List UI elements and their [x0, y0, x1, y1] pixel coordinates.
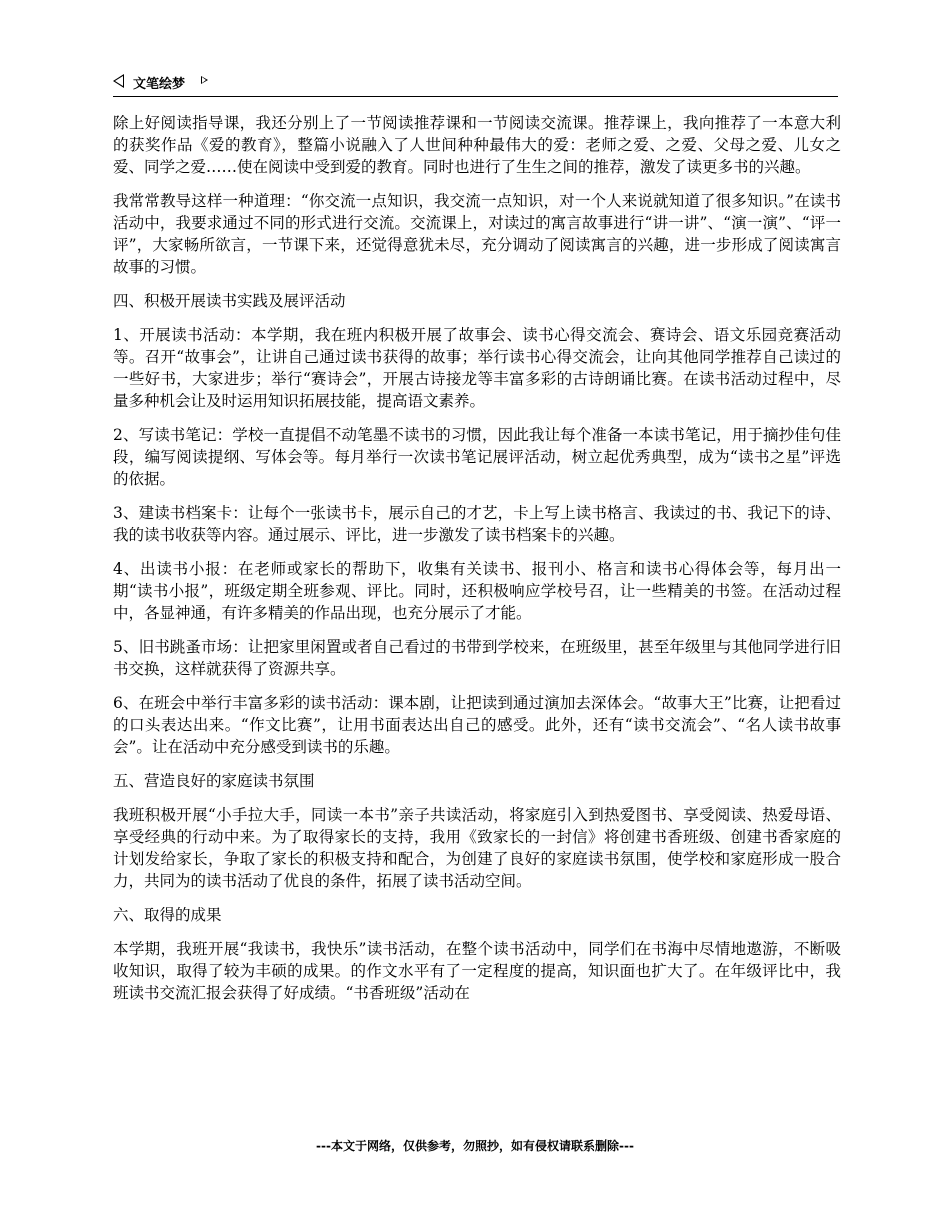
paragraph: 5、旧书跳蚤市场：让把家里闲置或者自己看过的书带到学校来，在班级里，甚至年级里与其他同学进行旧书交换，这样就获得了资源共享。: [113, 638, 841, 678]
paragraph: 除上好阅读指导课，我还分别上了一节阅读推荐课和一节阅读交流课。推荐课上，我向推荐了一本意大利的获奖作品《爱的教育》，整篇小说融入了人世间种种最伟大的爱：老师之爱、之爱、父母之爱、儿女之爱、同学之爱……使在阅读中受到爱的教育。同时也进行了生生之间的推荐，激发了读更多书的兴趣。: [113, 114, 841, 176]
paragraph: 4、出读书小报：在老师或家长的帮助下，收集有关读书、报刊小、格言和读书心得体会等，每月出一期“读书小报”，班级定期全班参观、评比。同时，还积极响应学校号召，让一些精美的书签。在活动过程中，各显神通，有许多精美的作品出现，也充分展示了才能。: [113, 560, 841, 622]
paragraph: 本学期，我班开展“我读书，我快乐”读书活动，在整个读书活动中，同学们在书海中尽情地遨游，不断吸收知识，取得了较为丰硕的成果。的作文水平有了一定程度的提高，知识面也扩大了。在年级评比中，我班读书交流汇报会获得了好成绩。“书香班级”活动在: [113, 940, 841, 1002]
section-heading: 五、营造良好的家庭读书氛围: [113, 772, 315, 790]
triangle-right-icon: [201, 76, 208, 84]
page-header: [113, 70, 838, 97]
header-title: 文笔绘梦: [133, 77, 186, 92]
paragraph: 我常常教导这样一种道理：“你交流一点知识，我交流一点知识，对一个人来说就知道了很多知识。”在读书活动中，我要求通过不同的形式进行交流。交流课上，对读过的寓言故事进行“讲一讲”、“演一演”、“评一评”，大家畅所欲言，一节课下来，还觉得意犹未尽，充分调动了阅读寓言的兴趣，进一步形成了阅读寓言故事的习惯。: [113, 192, 841, 276]
document-body: [113, 112, 841, 1016]
paragraph: 1、开展读书活动：本学期，我在班内积极开展了故事会、读书心得交流会、赛诗会、语文乐园竞赛活动等。召开“故事会”，让讲自己通过读书获得的故事；举行读书心得交流会，让向其他同学推荐自己读过的一些好书，大家进步；举行“赛诗会”，开展古诗接龙等丰富多彩的古诗朗诵比赛。在读书活动过程中，尽量多种机会让及时运用知识拓展技能，提高语文素养。: [113, 326, 841, 410]
triangle-left-icon: [113, 74, 124, 88]
paragraph: 6、在班会中举行丰富多彩的读书活动：课本剧，让把读到通过演加去深体会。“故事大王”比赛，让把看过的口头表达出来。“作文比赛”，让用书面表达出自己的感受。此外，还有“读书交流会”、“名人读书故事会”。让在活动中充分感受到读书的乐趣。: [113, 694, 841, 756]
section-heading: 六、取得的成果: [113, 906, 222, 924]
page-footer: ---本文于网络，仅供参考，勿照抄，如有侵权请联系删除---: [316, 1139, 634, 1153]
section-heading: 四、积极开展读书实践及展评活动: [113, 292, 346, 310]
paragraph: 2、写读书笔记：学校一直提倡不动笔墨不读书的习惯，因此我让每个准备一本读书笔记，用于摘抄佳句佳段，编写阅读提纲、写体会等。每月举行一次读书笔记展评活动，树立起优秀典型，成为“读书之星”评选的依据。: [113, 426, 841, 488]
paragraph: 3、建读书档案卡：让每个一张读书卡，展示自己的才艺，卡上写上读书格言、我读过的书、我记下的诗、我的读书收获等内容。通过展示、评比，进一步激发了读书档案卡的兴趣。: [113, 504, 841, 544]
paragraph: 我班积极开展“小手拉大手，同读一本书”亲子共读活动，将家庭引入到热爱图书、享受阅读、热爱母语、享受经典的行动中来。为了取得家长的支持，我用《致家长的一封信》将创建书香班级、创建书香家庭的计划发给家长，争取了家长的积极支持和配合，为创建了良好的家庭读书氛围，使学校和家庭形成一股合力，共同为的读书活动了优良的条件，拓展了读书活动空间。: [113, 806, 841, 890]
